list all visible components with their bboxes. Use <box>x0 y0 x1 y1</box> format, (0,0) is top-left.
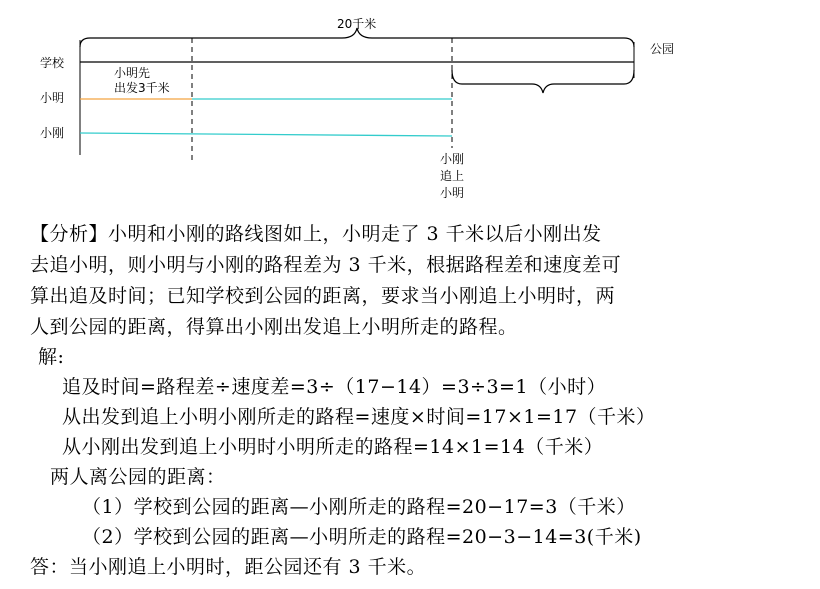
xiaoming-label: 小明 <box>40 91 65 105</box>
solution-step-4: 两人离公园的距离： <box>50 466 226 488</box>
xiaogang-label: 小刚 <box>40 126 65 140</box>
solution-step-2: 从出发到追上小明小刚所走的路程=速度×时间=17×1=17（千米） <box>62 406 656 428</box>
solution-step-3: 从小刚出发到追上小明时小明所走的路程=14×1=14（千米） <box>62 436 604 458</box>
solution-step-6: （2）学校到公园的距离—小明所走的路程=20−3−14=3(千米) <box>82 526 642 548</box>
catch-up-label-line3: 小明 <box>440 186 465 200</box>
remaining-distance-brace <box>452 70 634 93</box>
catch-up-label-line2: 追上 <box>440 169 465 183</box>
analysis-line-3: 算出追及时间；已知学校到公园的距离，要求当小刚追上小明时，两 <box>30 285 616 307</box>
xiaogang-route-line <box>80 133 452 136</box>
analysis-line-2: 去追小明，则小明与小刚的路程差为 3 千米，根据路程差和速度差可 <box>30 254 622 276</box>
head-start-label-line1: 小明先 <box>114 66 151 80</box>
solution-label: 解: <box>38 346 65 368</box>
head-start-label-line2: 出发3千米 <box>114 81 170 95</box>
route-diagram <box>0 0 820 215</box>
solution-step-1: 追及时间=路程差÷速度差=3÷（17−14）=3÷3=1（小时） <box>62 376 607 398</box>
analysis-line-1: 【分析】小明和小刚的路线图如上，小明走了 3 千米以后小刚出发 <box>30 223 602 245</box>
answer-line: 答：当小刚追上小明时，距公园还有 3 千米。 <box>30 556 427 578</box>
distance-label: 20千米 <box>337 17 377 31</box>
analysis-line-4: 人到公园的距离，得算出小刚出发追上小明所走的路程。 <box>30 316 518 338</box>
park-label: 公园 <box>650 42 675 56</box>
solution-step-5: （1）学校到公园的距离—小刚所走的路程=20−17=3（千米） <box>82 496 636 518</box>
school-label: 学校 <box>40 56 65 70</box>
catch-up-label-line1: 小刚 <box>440 152 465 166</box>
